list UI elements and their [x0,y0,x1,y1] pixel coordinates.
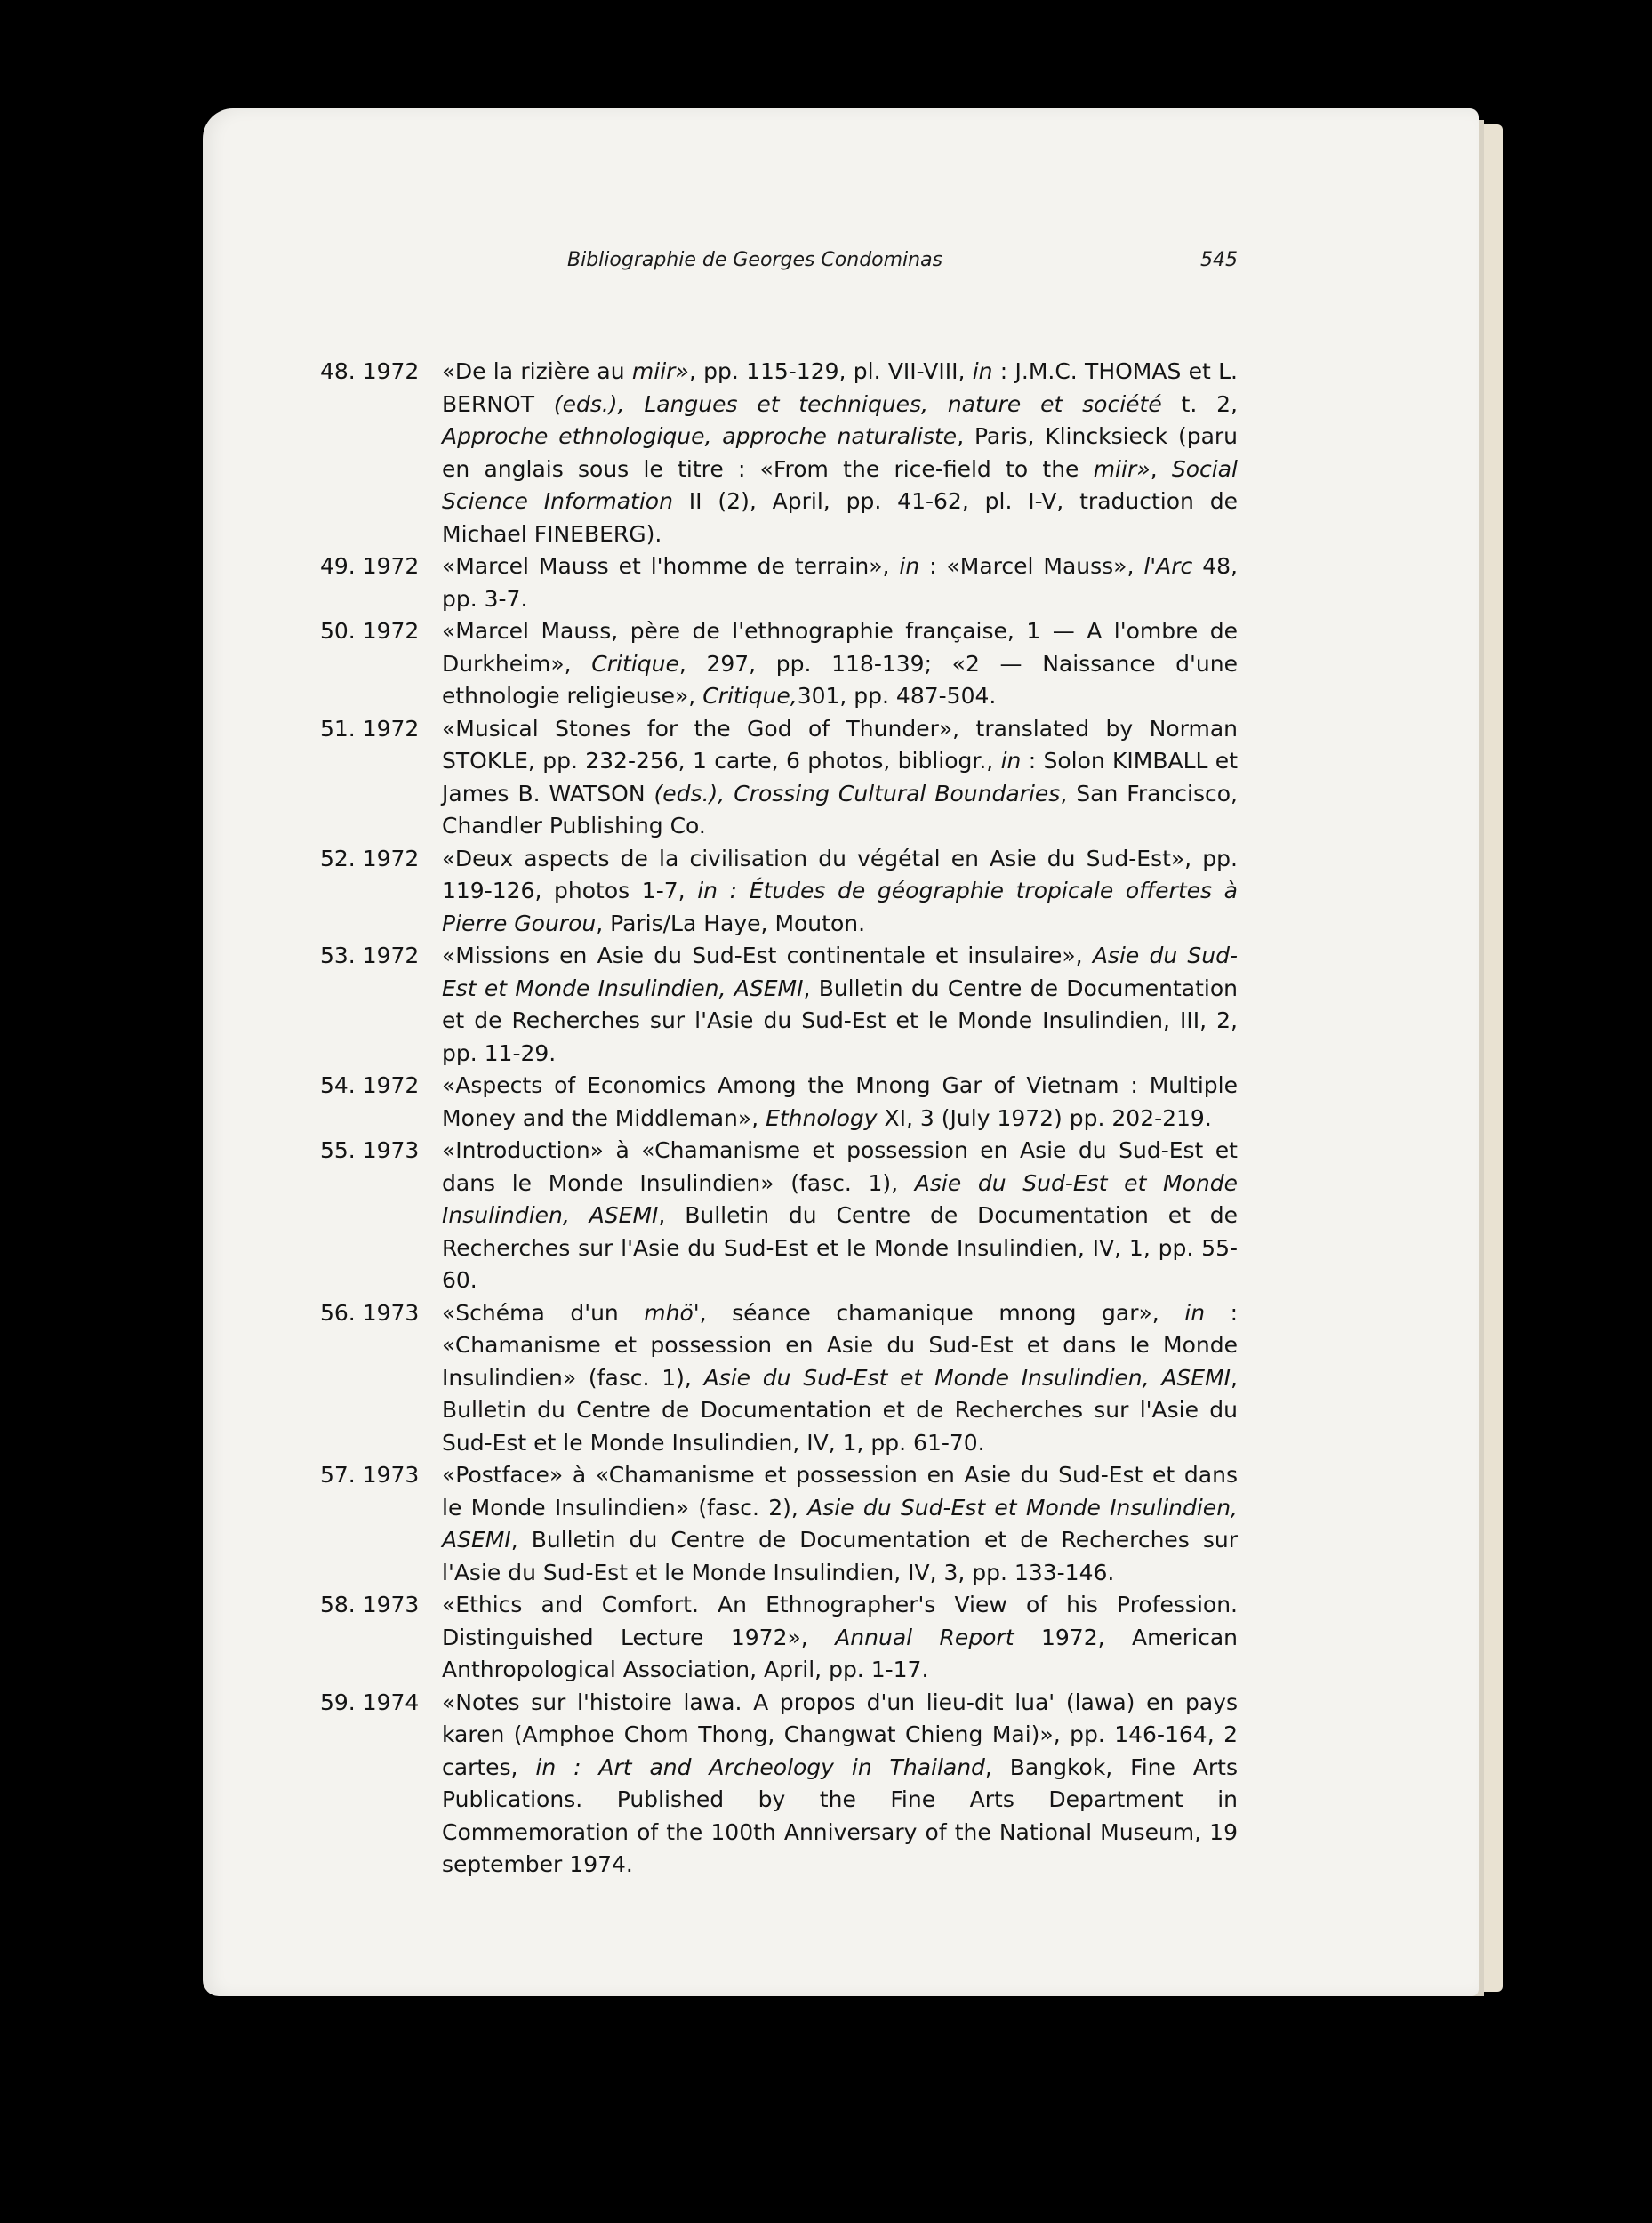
entry-segment: «Postface» à «Chamanisme et possession en Asie du Sud-Est et dans le Monde Insulindien» (fasc. 2), [442,1462,1238,1521]
bibliography-entry [320,1297,1238,1460]
entry-italic-segment: Critique [591,650,679,677]
entry-italic-segment: in [899,553,920,579]
entry-number: 48. 1972 [320,358,420,384]
entry-segment: «Marcel Mauss et l'homme de terrain», [442,553,900,579]
entry-segment: : «Marcel Mauss», [919,553,1144,579]
entry-segment: II (2), April, pp. 41-62, pl. I-V, traduction de Michael FINEBERG). [442,488,1238,547]
entry-italic-segment: in [972,358,993,384]
entry-segment: : J.M.C. THOMAS et L. BERNOT [442,358,1238,417]
entry-segment: , Bulletin du Centre de Documentation et de Recherches sur l'Asie du Sud-Est et le Monde Insulindien, III, 2, pp. 11-29. [442,975,1238,1066]
entry-segment: , [1150,455,1172,482]
entry-italic-segment: Asie du Sud-Est et Monde Insulindien, ASEMI [442,943,1238,1001]
page-number: 545 [1200,249,1238,271]
entry-italic-segment: Approche ethnologique, approche naturaliste [442,423,958,449]
entry-segment: «Deux aspects de la civilisation du végétal en Asie du Sud-Est», pp. 119-126, photos 1-7, [442,845,1238,903]
bibliography-entry [320,615,1238,713]
entry-segment: , 297, pp. 118-139; «2 — Naissance d'une ethnologie religieuse», [442,650,1238,709]
entry-italic-segment: mhö' [644,1299,700,1326]
entry-segment: , Bulletin du Centre de Documentation et de Recherches sur l'Asie du Sud-Est et le Monde Insulindien, IV, 3, pp. 133-146. [442,1527,1238,1585]
entry-number: 52. 1972 [320,845,420,871]
entry-number: 50. 1972 [320,618,420,644]
entry-segment: XI, 3 (July 1972) pp. 202-219. [877,1104,1212,1131]
bibliography-entry [320,940,1238,1070]
entry-segment: 301, pp. 487-504. [797,683,997,709]
entry-segment: «Marcel Mauss, père de l'ethnographie française, 1 — A l'ombre de Durkheim», [442,618,1238,677]
entry-segment: , San Francisco, Chandler Publishing Co. [442,780,1238,839]
entry-number: 49. 1972 [320,553,420,579]
entry-segment: , Bulletin du Centre de Documentation et de Recherches sur l'Asie du Sud-Est et le Monde Insulindien, IV, 1, pp. 61-70. [442,1364,1238,1456]
bibliography-entry [320,1135,1238,1297]
entry-segment: : «Chamanisme et possession en Asie du Sud-Est et dans le Monde Insulindien» (fasc. 1), [442,1299,1239,1391]
entry-segment: 48, pp. 3-7. [442,553,1238,612]
bibliography-entry [320,550,1238,615]
entry-segment: «Notes sur l'histoire lawa. A propos d'un lieu-dit lua' (lawa) en pays karen (Amphoe Chom Thong, Changwat Chieng Mai)», pp. 146-164, 2 cartes, [442,1689,1238,1780]
entry-segment: «Musical Stones for the God of Thunder», translated by Norman STOKLE, pp. 232-256, 1 carte, 6 photos, bibliogr., [442,715,1238,774]
entry-italic-segment: (eds.), Langues et techniques, nature et société [553,390,1162,417]
entry-text [442,1459,1238,1589]
entry-text [442,1687,1238,1882]
entry-italic-segment: in : Études de géographie tropicale offertes à Pierre Gourou [442,878,1238,936]
entry-number: 53. 1972 [320,943,420,968]
entry-text [442,356,1238,550]
entry-text [442,1135,1238,1297]
entry-text [442,550,1238,615]
entry-number: 56. 1973 [320,1299,420,1326]
bibliography-entry [320,356,1238,550]
entry-segment: t. 2, [1161,390,1238,417]
entry-text [442,615,1238,713]
entry-italic-segment: in [1184,1299,1206,1326]
bibliography-entry [320,1070,1238,1135]
entry-segment: «Schéma d'un [442,1299,645,1326]
entry-italic-segment: Ethnology [766,1104,878,1131]
entry-segment: «Introduction» à «Chamanisme et possession en Asie du Sud-Est et dans le Monde Insulindien» (fasc. 1), [442,1137,1238,1196]
entry-text [442,940,1238,1070]
entry-number: 57. 1973 [320,1462,420,1488]
entry-italic-segment: l'Arc [1143,553,1193,579]
bibliography-entry [320,1687,1238,1882]
entry-segment: , Bangkok, Fine Arts Publications. Published by the Fine Arts Department in Commemoration of the 100th Anniversary of the National Museum, 19 september 1974. [442,1754,1238,1877]
bibliography-list [320,356,1238,1882]
bibliography-entry [320,1589,1238,1687]
entry-italic-segment: Asie du Sud-Est et Monde Insulindien, ASEMI [442,1494,1238,1553]
bibliography-entry [320,843,1238,941]
entry-number: 59. 1974 [320,1689,420,1715]
entry-text [442,1297,1238,1460]
entry-italic-segment: Asie du Sud-Est et Monde Insulindien, ASEMI [703,1364,1231,1391]
entry-segment: 1972, American Anthropological Association, April, pp. 1-17. [442,1624,1238,1682]
entry-segment: , pp. 115-129, pl. VII-VIII, [688,358,973,384]
entry-number: 58. 1973 [320,1592,420,1617]
bibliography-entry [320,1459,1238,1589]
entry-text [442,1589,1238,1687]
entry-segment: , séance chamanique mnong gar», [699,1299,1185,1326]
entry-segment: : Solon KIMBALL et James B. WATSON [442,748,1238,807]
entry-segment: , Paris, Klincksieck (paru en anglais sous le titre : «From the rice-field to the [442,423,1239,482]
entry-italic-segment: in : Art and Archeology in Thailand [535,1754,985,1780]
entry-number: 54. 1972 [320,1072,420,1098]
entry-italic-segment: in [1000,748,1022,774]
entry-segment: «De la rizière au [442,358,632,384]
entry-text [442,1070,1238,1135]
entry-segment: «Aspects of Economics Among the Mnong Gar of Vietnam : Multiple Money and the Middleman», [442,1072,1238,1131]
entry-italic-segment: (eds.), Crossing Cultural Boundaries [654,780,1061,807]
entry-italic-segment: miir» [1093,455,1151,482]
entry-italic-segment: Asie du Sud-Est et Monde Insulindien, ASEMI [442,1169,1239,1228]
entry-number: 55. 1973 [320,1137,420,1163]
entry-segment: , Bulletin du Centre de Documentation et de Recherches sur l'Asie du Sud-Est et le Monde Insulindien, IV, 1, pp. 55-60. [442,1202,1238,1293]
entry-italic-segment: Critique, [702,683,798,709]
entry-segment: «Missions en Asie du Sud-Est continentale et insulaire», [442,943,1093,968]
entry-italic-segment: Annual Report [835,1624,1014,1650]
running-title: Bibliographie de Georges Condominas [567,249,943,271]
entry-text [442,843,1238,941]
entry-italic-segment: miir» [631,358,689,384]
entry-number: 51. 1972 [320,715,420,742]
running-head [0,249,1652,285]
bibliography-entry [320,713,1238,843]
entry-segment: , Paris/La Haye, Mouton. [596,910,866,936]
entry-segment: «Ethics and Comfort. An Ethnographer's View of his Profession. Distinguished Lecture 1972», [442,1592,1238,1650]
entry-italic-segment: Social Science Information [442,455,1238,514]
entry-text [442,713,1238,843]
